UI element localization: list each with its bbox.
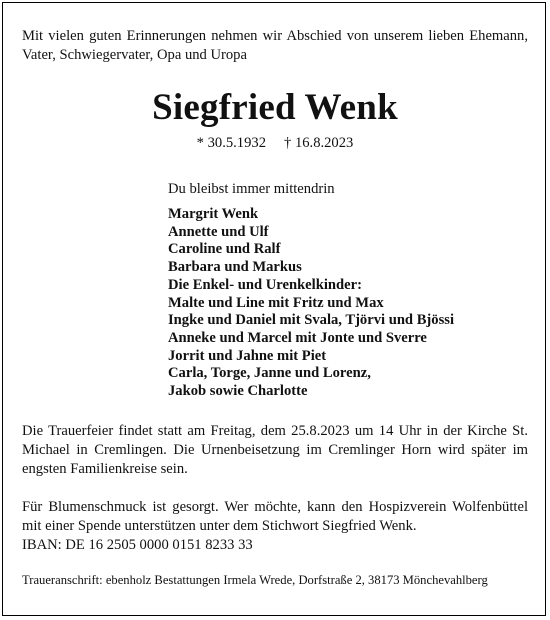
life-dates [0, 134, 550, 152]
mourner-item: Anneke und Marcel mit Jonte und Sverre [168, 329, 427, 346]
mourner-item: Die Enkel- und Urenkelkinder: [168, 276, 362, 293]
donation-info: Für Blumenschmuck ist gesorgt. Wer möchte, kann den Hospizverein Wolfenbüttel mit einer Spende unterstützen unter dem Stichwort Siegfried Wenk. [22, 499, 528, 534]
motto: Du bleibst immer mittendrin [168, 181, 335, 197]
funeral-info: Die Trauerfeier findet statt am Freitag, dem 25.8.2023 um 14 Uhr in der Kirche St. Michael in Cremlingen. Die Urnenbeisetzung im Cremlinger Horn wird später im engsten Familienkreise sein. [22, 423, 528, 477]
mourner-item: Malte und Line mit Fritz und Max [168, 294, 384, 311]
mourner-item: Margrit Wenk [168, 206, 259, 222]
mourner-item: Jorrit und Jahne mit Piet [168, 347, 327, 364]
mourner-item: Caroline und Ralf [168, 241, 281, 258]
deceased-name: Siegfried Wenk [152, 87, 398, 128]
death-date: † 16.8.2023 [284, 135, 354, 151]
mourners-list [168, 206, 454, 401]
mourner-item: Annette und Ulf [168, 223, 269, 240]
mourner-item: Carla, Torge, Janne und Lorenz, [168, 365, 371, 382]
mourning-address: Traueranschrift: ebenholz Bestattungen Irmela Wrede, Dorfstraße 2, 38173 Mönchevahlberg [22, 573, 488, 587]
mourner-item: Barbara und Markus [168, 259, 302, 276]
birth-date: * 30.5.1932 [196, 135, 266, 151]
mourner-item: Jakob sowie Charlotte [168, 383, 308, 400]
intro-text: Mit vielen guten Erinnerungen nehmen wir Abschied von unserem lieben Ehemann, Vater, Schwiegervater, Opa und Uropa [22, 28, 528, 63]
mourner-item: Ingke und Daniel mit Svala, Tjörvi und Bjössi [168, 312, 455, 329]
iban-line: IBAN: DE 16 2505 0000 0151 8233 33 [22, 537, 253, 553]
